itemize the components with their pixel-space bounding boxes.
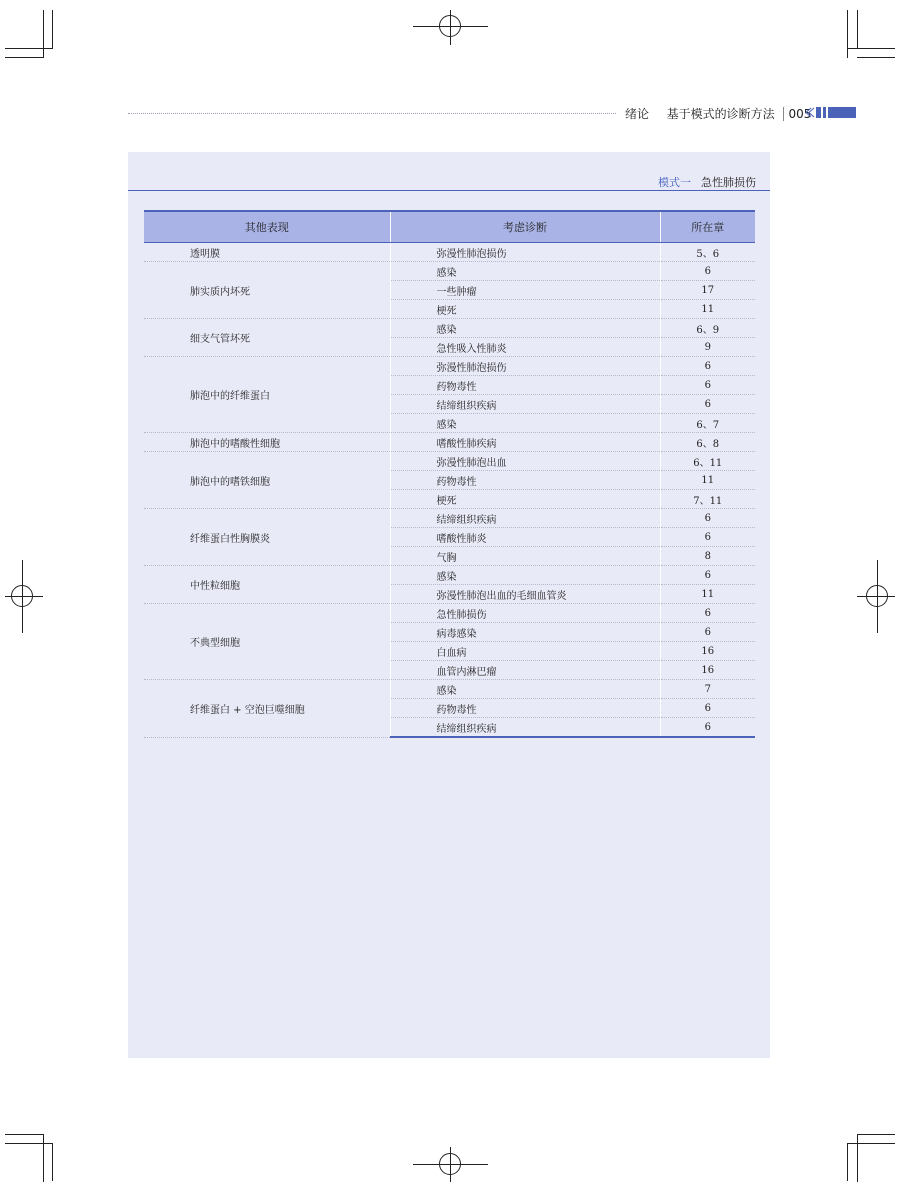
chapter-cell: 16 — [660, 642, 755, 661]
diagnosis-cell: 感染 — [390, 566, 660, 585]
pattern-name: 急性肺损伤 — [701, 176, 756, 189]
diagnosis-cell: 药物毒性 — [390, 376, 660, 395]
chapter-cell: 9 — [660, 338, 755, 357]
chapter-cell: 8 — [660, 547, 755, 566]
finding-cell: 纤维蛋白性胸膜炎 — [144, 509, 390, 566]
finding-cell: 不典型细胞 — [144, 604, 390, 680]
diagnosis-cell: 急性肺损伤 — [390, 604, 660, 623]
diagnosis-cell: 梗死 — [390, 300, 660, 319]
chapter-cell: 5、6 — [660, 243, 755, 262]
chapter-cell: 7、11 — [660, 490, 755, 509]
diagnosis-cell: 白血病 — [390, 642, 660, 661]
chapter-cell: 6 — [660, 699, 755, 718]
column-header: 其他表现 — [144, 211, 390, 243]
chapter-cell: 11 — [660, 585, 755, 604]
diagnosis-cell: 急性吸入性肺炎 — [390, 338, 660, 357]
finding-cell: 肺泡中的嗜酸性细胞 — [144, 433, 390, 452]
chapter-cell: 11 — [660, 300, 755, 319]
diagnosis-cell: 一些肿瘤 — [390, 281, 660, 300]
finding-cell: 肺实质内坏死 — [144, 262, 390, 319]
chapter-cell: 6、7 — [660, 414, 755, 433]
diagnosis-cell: 病毒感染 — [390, 623, 660, 642]
table-row — [144, 357, 755, 376]
table-row — [144, 319, 755, 338]
table-body — [144, 243, 755, 738]
chapter-cell: 6 — [660, 566, 755, 585]
diagnosis-cell: 药物毒性 — [390, 471, 660, 490]
header-chapter: 绪论 — [625, 107, 650, 121]
chapter-cell: 6 — [660, 604, 755, 623]
chapter-cell: 6 — [660, 718, 755, 738]
chapter-cell: 6 — [660, 623, 755, 642]
column-header: 考虑诊断 — [390, 211, 660, 243]
diagnosis-cell: 梗死 — [390, 490, 660, 509]
diagnosis-cell: 嗜酸性肺炎 — [390, 528, 660, 547]
content-panel — [128, 152, 770, 1058]
chapter-cell: 6 — [660, 509, 755, 528]
pattern-title — [658, 174, 756, 190]
page-tab-decoration — [804, 107, 856, 118]
pattern-label: 模式一 — [658, 176, 691, 189]
table-row — [144, 604, 755, 623]
finding-cell: 透明膜 — [144, 243, 390, 262]
header-section: 基于模式的诊断方法 — [666, 107, 775, 121]
table-row — [144, 452, 755, 471]
chapter-cell: 6、11 — [660, 452, 755, 471]
chapter-cell: 6 — [660, 262, 755, 281]
diagnosis-cell: 结缔组织疾病 — [390, 509, 660, 528]
finding-cell: 肺泡中的嗜铁细胞 — [144, 452, 390, 509]
chapter-cell: 6、9 — [660, 319, 755, 338]
diagnosis-cell: 弥漫性肺泡损伤 — [390, 243, 660, 262]
chapter-cell: 6 — [660, 528, 755, 547]
diagnosis-cell: 弥漫性肺泡损伤 — [390, 357, 660, 376]
diagnosis-cell: 感染 — [390, 262, 660, 281]
page-number: 005 — [783, 107, 812, 121]
table-row — [144, 262, 755, 281]
table-row — [144, 566, 755, 585]
diagnosis-cell: 气胸 — [390, 547, 660, 566]
diagnosis-cell: 药物毒性 — [390, 699, 660, 718]
chapter-cell: 6 — [660, 357, 755, 376]
diagnosis-cell: 血管内淋巴瘤 — [390, 661, 660, 680]
diagnosis-cell: 嗜酸性肺疾病 — [390, 433, 660, 452]
diagnosis-cell: 感染 — [390, 319, 660, 338]
finding-cell: 中性粒细胞 — [144, 566, 390, 604]
table-row — [144, 680, 755, 699]
header-dotted-rule — [128, 113, 616, 114]
column-header: 所在章 — [660, 211, 755, 243]
finding-cell: 细支气管坏死 — [144, 319, 390, 357]
chapter-cell: 11 — [660, 471, 755, 490]
finding-cell: 肺泡中的纤维蛋白 — [144, 357, 390, 433]
running-header — [625, 105, 811, 122]
chapter-cell: 16 — [660, 661, 755, 680]
finding-cell: 纤维蛋白 + 空泡巨噬细胞 — [144, 680, 390, 738]
diagnosis-table — [144, 210, 755, 738]
diagnosis-cell: 弥漫性肺泡出血的毛细血管炎 — [390, 585, 660, 604]
table-row — [144, 433, 755, 452]
diagnosis-cell: 结缔组织疾病 — [390, 718, 660, 738]
chapter-cell: 6 — [660, 395, 755, 414]
table-header-row — [144, 211, 755, 243]
table-row — [144, 509, 755, 528]
diagnosis-cell: 弥漫性肺泡出血 — [390, 452, 660, 471]
diagnosis-cell: 感染 — [390, 680, 660, 699]
diagnosis-cell: 结缔组织疾病 — [390, 395, 660, 414]
chapter-cell: 6、8 — [660, 433, 755, 452]
panel-rule — [128, 190, 770, 191]
table-row — [144, 243, 755, 262]
chapter-cell: 7 — [660, 680, 755, 699]
chapter-cell: 17 — [660, 281, 755, 300]
diagnosis-cell: 感染 — [390, 414, 660, 433]
chapter-cell: 6 — [660, 376, 755, 395]
